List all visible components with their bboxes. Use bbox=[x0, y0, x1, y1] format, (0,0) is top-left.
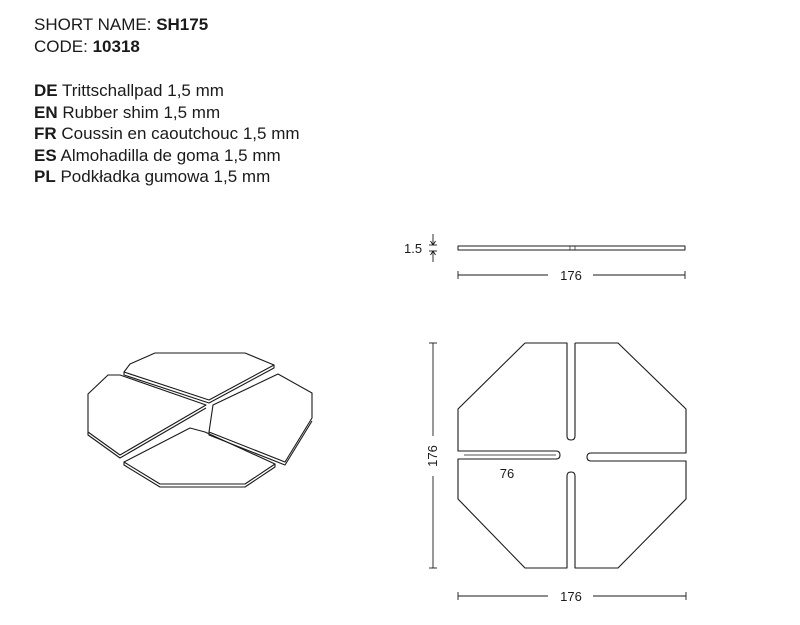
short-name-value: SH175 bbox=[156, 15, 209, 34]
front-outline bbox=[458, 343, 686, 568]
description-text: Coussin en caoutchouc 1,5 mm bbox=[61, 124, 300, 143]
slot-length-label: 76 bbox=[499, 466, 515, 481]
iso-pad-top bbox=[124, 353, 274, 403]
side-width-label: 176 bbox=[560, 268, 582, 283]
front-height-label: 176 bbox=[425, 445, 440, 467]
short-name-label: SHORT NAME: bbox=[34, 15, 152, 34]
code-label: CODE: bbox=[34, 37, 88, 56]
iso-pad-left bbox=[88, 375, 206, 458]
lang-code: ES bbox=[34, 145, 57, 165]
lang-code: DE bbox=[34, 81, 58, 100]
isometric-view bbox=[88, 353, 312, 487]
side-profile bbox=[458, 246, 685, 250]
description-text: Almohadilla de goma 1,5 mm bbox=[60, 145, 281, 165]
side-view bbox=[429, 234, 685, 279]
thickness-dimension bbox=[429, 234, 437, 262]
front-width-label: 176 bbox=[560, 589, 582, 604]
pad-top-left bbox=[525, 343, 575, 440]
lang-code: FR bbox=[34, 124, 57, 143]
lang-code: EN bbox=[34, 102, 58, 122]
description-text: Trittschallpad 1,5 mm bbox=[62, 81, 224, 100]
description-text: Podkładka gumowa 1,5 mm bbox=[60, 167, 271, 186]
thickness-label: 1.5 bbox=[404, 241, 423, 256]
iso-pad-bottom bbox=[124, 428, 275, 487]
front-view bbox=[429, 343, 686, 600]
code-value: 10318 bbox=[92, 37, 140, 56]
iso-pad-right bbox=[209, 374, 312, 465]
lang-code: PL bbox=[34, 167, 56, 186]
description-text: Rubber shim 1,5 mm bbox=[62, 102, 221, 122]
